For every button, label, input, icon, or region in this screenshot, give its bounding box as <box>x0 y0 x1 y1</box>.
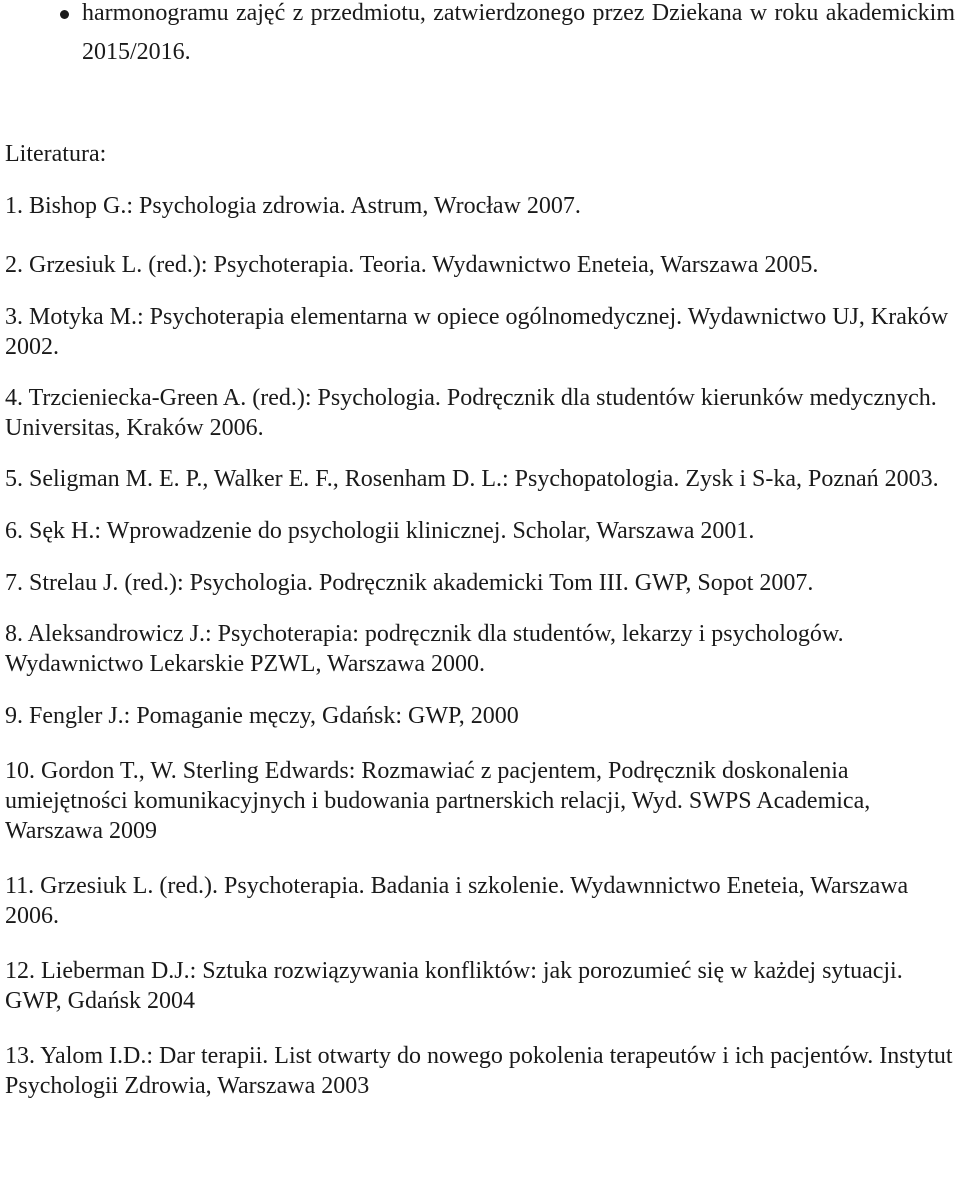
literature-item: 9. Fengler J.: Pomaganie męczy, Gdańsk: GWP, 2000 <box>5 703 519 729</box>
literature-item: 8. Aleksandrowicz J.: Psychoterapia: podręcznik dla studentów, lekarzy i psychologów. Wydawnictwo Lekarskie PZWL, Warszawa 2000. <box>5 621 844 677</box>
literature-item: 11. Grzesiuk L. (red.). Psychoterapia. Badania i szkolenie. Wydawnnictwo Eneteia, Warszawa 2006. <box>5 873 909 929</box>
literature-item: 5. Seligman M. E. P., Walker E. F., Rosenham D. L.: Psychopatologia. Zysk i S-ka, Poznań 2003. <box>5 466 939 492</box>
document-page <box>5 0 955 1101</box>
literature-heading: Literatura: <box>5 141 107 167</box>
literature-item: 12. Lieberman D.J.: Sztuka rozwiązywania konfliktów: jak porozumieć się w każdej sytuacji. GWP, Gdańsk 2004 <box>5 958 903 1014</box>
literature-item: 6. Sęk H.: Wprowadzenie do psychologii klinicznej. Scholar, Warszawa 2001. <box>5 518 755 544</box>
literature-item: 2. Grzesiuk L. (red.): Psychoterapia. Teoria. Wydawnictwo Eneteia, Warszawa 2005. <box>5 252 819 278</box>
bullet-list-item <box>5 0 955 72</box>
literature-item: 10. Gordon T., W. Sterling Edwards: Rozmawiać z pacjentem, Podręcznik doskonalenia umiejętności komunikacyjnych i budowania partnerskich relacji, Wyd. SWPS Academica, Warszawa 2009 <box>5 758 871 844</box>
literature-item: 4. Trzcieniecka-Green A. (red.): Psychologia. Podręcznik dla studentów kierunków medycznych. Universitas, Kraków 2006. <box>5 385 937 441</box>
bullet-text: harmonogramu zajęć z przedmiotu, zatwierdzonego przez Dziekana w roku akademickim 2015/2016. <box>82 0 955 65</box>
literature-item: 13. Yalom I.D.: Dar terapii. List otwarty do nowego pokolenia terapeutów i ich pacjentów. Instytut Psychologii Zdrowia, Warszawa 2003 <box>5 1043 953 1099</box>
literature-item: 7. Strelau J. (red.): Psychologia. Podręcznik akademicki Tom III. GWP, Sopot 2007. <box>5 570 814 596</box>
literature-item: 3. Motyka M.: Psychoterapia elementarna w opiece ogólnomedycznej. Wydawnictwo UJ, Kraków 2002. <box>5 304 949 360</box>
literature-list <box>5 191 955 1101</box>
literature-item: 1. Bishop G.: Psychologia zdrowia. Astrum, Wrocław 2007. <box>5 193 581 219</box>
bullet-dot-icon <box>60 10 69 19</box>
